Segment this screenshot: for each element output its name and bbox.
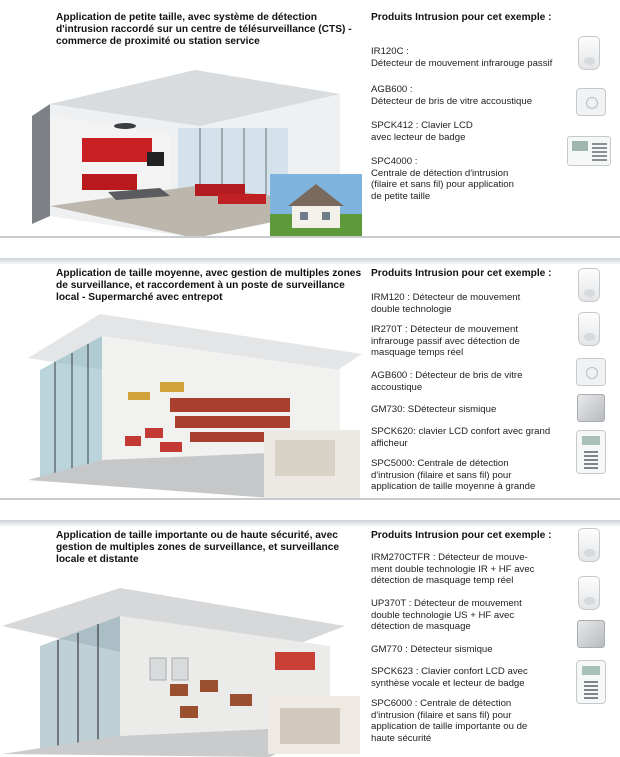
lcd-keypad-icon: [567, 136, 611, 166]
section-band: [0, 258, 620, 264]
product-agb600: AGB600 : Détecteur de bris de vitre accoustique: [371, 84, 533, 107]
product-spc4000: SPC4000 : Centrale de détection d'intrusion (filaire et sans fil) pour application de petite taille: [371, 156, 514, 202]
section-title: Application de petite taille, avec système de détection d'intrusion raccordé sur un centre de télésurveillance (CTS) - commerce de proximité ou station service: [56, 12, 352, 47]
product-agb600: AGB600 : Détecteur de bris de vitre accoustique: [371, 370, 523, 393]
products-heading: Produits Intrusion pour cet exemple :: [371, 12, 552, 23]
pir-detector-icon: [578, 268, 600, 302]
section-title: Application de taille moyenne, avec gestion de multiples zones de surveillance, et raccordement à un poste de surveillance local - Supermarché avec entrepot: [56, 268, 362, 303]
seismic-detector-icon: [577, 394, 605, 422]
product-spck623: SPCK623 : Clavier confort LCD avec synthèse vocale et lecteur de badge: [371, 666, 528, 689]
section-medium-application: [0, 258, 620, 500]
comfort-keypad-icon: [576, 430, 606, 474]
section-band: [0, 520, 620, 526]
pir-detector-icon: [578, 312, 600, 346]
section-divider: [0, 236, 620, 238]
pir-detector-icon: [578, 528, 600, 562]
pir-detector-icon: [578, 36, 600, 70]
section-large-application: [0, 520, 620, 757]
product-spc5000: SPC5000: Centrale de détection d'intrusion (filaire et sans fil) pour application de taille moyenne à grande: [371, 458, 536, 492]
product-irm270ctfr: IRM270CTFR : Détecteur de mouve- ment double technologie IR + HF avec détection de masquage temp réel: [371, 552, 535, 586]
product-spck412: SPCK412 : Clavier LCD avec lecteur de badge: [371, 120, 473, 143]
product-gm730: GM730: SDétecteur sismique: [371, 404, 497, 415]
pir-detector-icon: [578, 576, 600, 610]
product-up370t: UP370T : Détecteur de mouvement double technologie US + HF avec détection de masquage: [371, 598, 522, 632]
products-heading: Produits Intrusion pour cet exemple :: [371, 268, 552, 279]
section-small-application: [0, 0, 620, 238]
product-irm120: IRM120 : Détecteur de mouvement double technologie: [371, 292, 521, 315]
product-gm770: GM770 : Détecteur sismique: [371, 644, 493, 655]
product-spck620: SPCK620: clavier LCD confort avec grand afficheur: [371, 426, 551, 449]
glass-break-detector-icon: [576, 358, 606, 386]
product-ir120c: IR120C : Détecteur de mouvement infrarouge passif: [371, 46, 553, 69]
product-spc6000: SPC6000 : Centrale de détection d'intrusion (filaire et sans fil) pour application de taille importante ou de haute sécurité: [371, 698, 528, 744]
comfort-keypad-icon: [576, 660, 606, 704]
small-shop-illustration: [20, 56, 365, 238]
seismic-detector-icon: [577, 620, 605, 648]
supermarket-illustration: [20, 310, 365, 500]
bank-illustration: [0, 566, 365, 757]
product-ir270t: IR270T : Détecteur de mouvement infrarouge passif avec détection de masquage temps réel: [371, 324, 520, 358]
section-divider: [0, 498, 620, 500]
section-title: Application de taille importante ou de haute sécurité, avec gestion de multiples zones de surveillance, et surveillance locale et distante: [56, 530, 340, 565]
glass-break-detector-icon: [576, 88, 606, 116]
products-heading: Produits Intrusion pour cet exemple :: [371, 530, 552, 541]
